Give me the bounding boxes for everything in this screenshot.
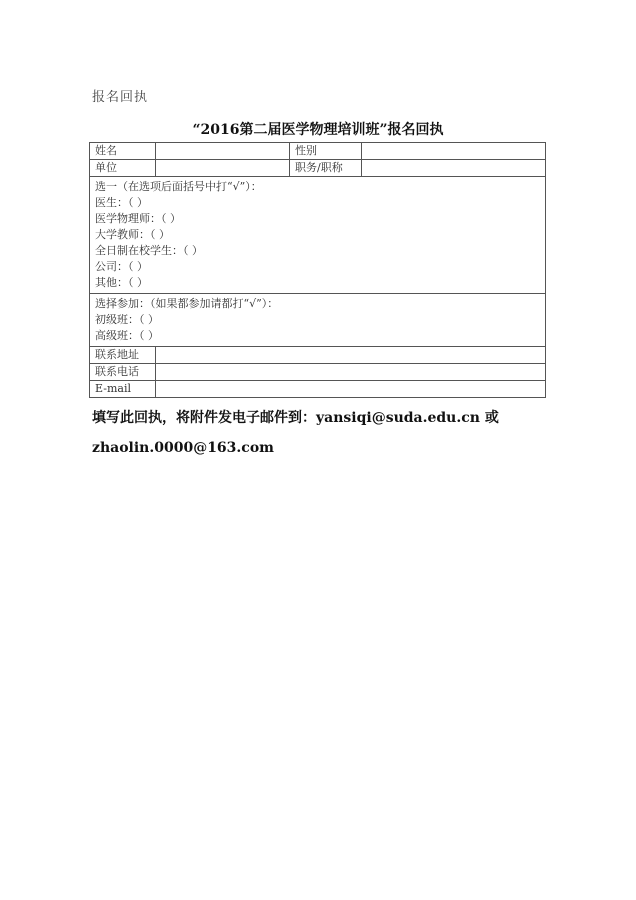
identity-option-doctor[interactable]: 医生：（ ）	[95, 196, 148, 209]
identity-option-student[interactable]: 全日制在校学生：（ ）	[95, 244, 203, 257]
participation-option-advanced[interactable]: 高级班：（ ）	[95, 329, 159, 342]
or-text: 或	[479, 410, 499, 426]
page-label: 报名回执	[92, 90, 149, 105]
identity-section	[90, 177, 546, 294]
form-row-participation	[90, 294, 546, 347]
identity-option-other[interactable]: 其他：（ ）	[95, 276, 148, 289]
form-row-name	[90, 143, 546, 160]
form-row-phone	[90, 364, 546, 381]
unit-field[interactable]	[156, 160, 290, 177]
participation-option-basic[interactable]: 初级班：（ ）	[95, 313, 159, 326]
secondary-email-line	[92, 440, 274, 456]
secondary-email-link[interactable]: zhaolin.0000@163.com	[92, 440, 274, 456]
participation-section	[90, 294, 546, 347]
form-row-address	[90, 347, 546, 364]
email-label: E-mail	[90, 381, 156, 398]
name-label: 姓名	[90, 143, 156, 160]
email-field[interactable]	[156, 381, 546, 398]
instructions-text: 填写此回执，将附件发电子邮件到：	[92, 410, 316, 426]
form-row-unit	[90, 160, 546, 177]
participation-prompt: 选择参加：（如果都参加请都打“√”）：	[95, 297, 279, 310]
identity-prompt: 选一（在选项后面括号中打“√”）：	[95, 180, 262, 193]
form-row-identity	[90, 177, 546, 294]
phone-label: 联系电话	[90, 364, 156, 381]
address-field[interactable]	[156, 347, 546, 364]
submission-instructions	[92, 407, 499, 427]
gender-label: 性别	[290, 143, 362, 160]
identity-option-company[interactable]: 公司：（ ）	[95, 260, 148, 273]
identity-option-medical-physicist[interactable]: 医学物理师：（ ）	[95, 212, 181, 225]
position-field[interactable]	[362, 160, 546, 177]
registration-form	[89, 142, 546, 398]
unit-label: 单位	[90, 160, 156, 177]
identity-option-university-teacher[interactable]: 大学教师：（ ）	[95, 228, 170, 241]
address-label: 联系地址	[90, 347, 156, 364]
form-row-email	[90, 381, 546, 398]
gender-field[interactable]	[362, 143, 546, 160]
page-title: “2016第二届医学物理培训班”报名回执	[192, 122, 444, 138]
phone-field[interactable]	[156, 364, 546, 381]
name-field[interactable]	[156, 143, 290, 160]
position-label: 职务/职称	[290, 160, 362, 177]
primary-email-link[interactable]: yansiqi@suda.edu.cn	[316, 410, 480, 426]
